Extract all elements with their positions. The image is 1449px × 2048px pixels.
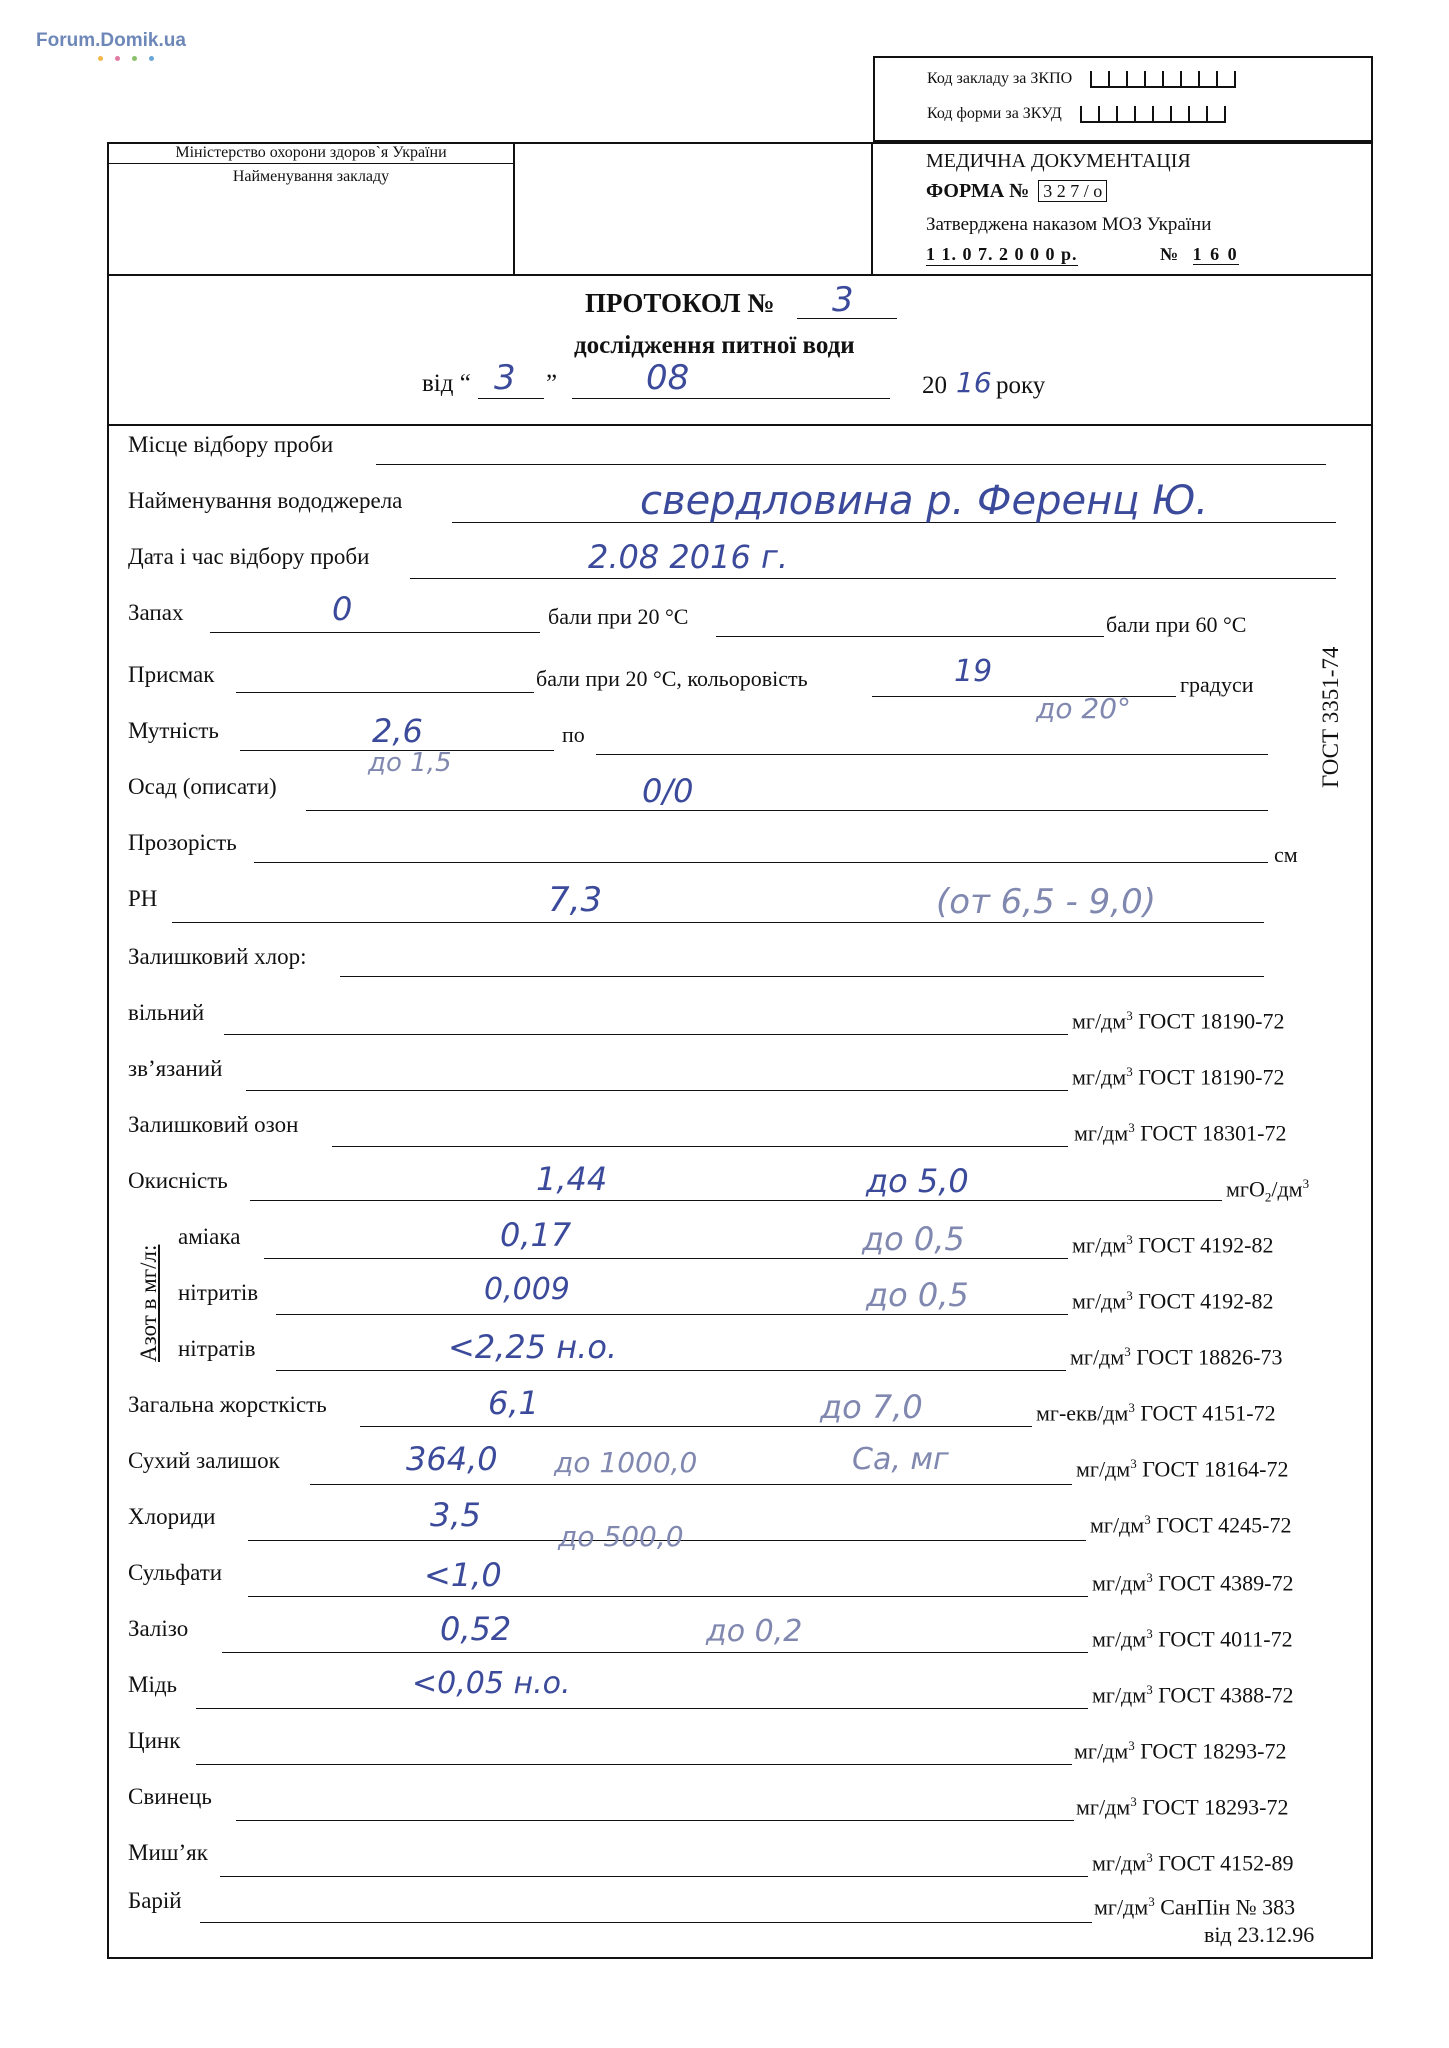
iron-label: Залізо xyxy=(128,1616,189,1641)
unit-sup: 3 xyxy=(1146,1570,1153,1585)
dry-residue-field[interactable] xyxy=(310,1484,1072,1485)
chlorides-value: 3,5 xyxy=(430,1496,481,1534)
nitrates-value: <2,25 н.о. xyxy=(448,1328,618,1366)
watermark-dot xyxy=(115,56,120,61)
datetime-field[interactable] xyxy=(410,578,1336,579)
oxidability-value: 1,44 xyxy=(536,1160,608,1198)
gost-text: ГОСТ 4388-72 xyxy=(1158,1682,1294,1708)
copper-value: <0,05 н.о. xyxy=(412,1666,571,1701)
turbidity-label: Мутність xyxy=(128,718,219,743)
unit-text: мг/дм xyxy=(1072,1064,1127,1090)
nitrites-field[interactable] xyxy=(276,1314,1068,1315)
unit-sup: 3 xyxy=(1128,1120,1135,1135)
bound-chlorine-label: зв’язаний xyxy=(128,1056,223,1081)
taste-field[interactable] xyxy=(236,692,534,693)
chlorides-label: Хлориди xyxy=(128,1504,216,1529)
header-divider xyxy=(107,274,1373,276)
unit-sub: 2 xyxy=(1264,1189,1272,1205)
unit-sup: 3 xyxy=(1126,1232,1133,1247)
gost-text: ГОСТ 18301-72 xyxy=(1140,1120,1287,1146)
unit-sup: 3 xyxy=(1126,1064,1133,1079)
sediment-field[interactable] xyxy=(306,810,1268,811)
protocol-title: ПРОТОКОЛ № xyxy=(585,288,775,318)
unit-text: мг/дм xyxy=(1092,1570,1147,1596)
order-no-label: № xyxy=(1160,244,1179,264)
copper-unit xyxy=(1092,1682,1293,1708)
unit-text: мгО xyxy=(1226,1176,1265,1202)
dry-residue-note: Са, мг xyxy=(852,1442,949,1477)
turbidity-norm: до 1,5 xyxy=(368,748,452,778)
barium-gost-date: від 23.12.96 xyxy=(1204,1922,1315,1947)
sampling-place-label: Місце відбору проби xyxy=(128,432,334,457)
header-col-divider xyxy=(871,142,873,274)
ministry-name: Міністерство охорони здоров`я України xyxy=(175,144,447,161)
gost-text: ГОСТ 4192-82 xyxy=(1138,1232,1274,1258)
unit-sup: 3 xyxy=(1124,1344,1131,1359)
transparency-unit: см xyxy=(1274,842,1298,867)
chlorides-norm: до 500,0 xyxy=(558,1520,684,1553)
unit-text: мг/дм xyxy=(1076,1794,1131,1820)
gost-text: ГОСТ 18190-72 xyxy=(1138,1008,1285,1034)
watermark-dot xyxy=(149,56,154,61)
nitrites-norm: до 0,5 xyxy=(866,1276,969,1314)
gost-text: ГОСТ 18293-72 xyxy=(1142,1794,1289,1820)
unit-sup: 3 xyxy=(1146,1682,1153,1697)
unit-text: мг-екв/дм xyxy=(1036,1400,1129,1426)
ph-value: 7,3 xyxy=(548,880,603,920)
lead-label: Свинець xyxy=(128,1784,212,1809)
year-word: року xyxy=(996,372,1046,399)
taste-label: Присмак xyxy=(128,662,215,687)
form-number: 3 2 7 / о xyxy=(1038,180,1107,202)
zkpo-cells xyxy=(1090,71,1236,88)
protocol-month: 08 xyxy=(646,358,690,398)
nitrates-label: нітратів xyxy=(178,1336,256,1361)
unit-sup: 3 xyxy=(1126,1008,1133,1023)
arsenic-label: Миш’як xyxy=(128,1840,208,1865)
nitrites-value: 0,009 xyxy=(484,1272,570,1307)
dry-residue-norm: до 1000,0 xyxy=(554,1446,698,1479)
unit-sup: 3 xyxy=(1302,1176,1310,1191)
header-col-divider xyxy=(513,142,515,274)
gost-text: ГОСТ 4151-72 xyxy=(1140,1400,1276,1426)
nitrates-field[interactable] xyxy=(276,1370,1066,1371)
taste-unit: бали при 20 °С, кольоровість xyxy=(536,666,808,691)
oxidability-norm: до 5,0 xyxy=(866,1162,969,1200)
zkud-row xyxy=(927,105,1226,123)
unit-text: мг/дм xyxy=(1074,1738,1129,1764)
unit-text: мг/дм xyxy=(1074,1120,1129,1146)
sulfates-value: <1,0 xyxy=(424,1556,502,1594)
residual-chlorine-label: Залишковий хлор: xyxy=(128,944,307,969)
arsenic-unit xyxy=(1092,1850,1293,1876)
ozone-label: Залишковий озон xyxy=(128,1112,299,1137)
unit-text: мг/дм xyxy=(1090,1512,1145,1538)
turbidity-unit: по xyxy=(562,722,585,747)
protocol-subtitle: дослідження питної води xyxy=(574,332,855,359)
gost-text: ГОСТ 4011-72 xyxy=(1158,1626,1293,1652)
date-quote: ” xyxy=(546,370,558,397)
smell-60-field[interactable] xyxy=(716,636,1104,637)
oxidability-unit xyxy=(1226,1176,1309,1206)
zinc-unit xyxy=(1074,1738,1286,1764)
institution-label: Найменування закладу xyxy=(232,168,390,185)
protocol-number: 3 xyxy=(832,280,854,320)
unit-text: мг/дм xyxy=(1072,1288,1127,1314)
residual-chlorine-field[interactable] xyxy=(340,976,1264,977)
nitrates-unit xyxy=(1070,1344,1282,1370)
gost-text: ГОСТ 4152-89 xyxy=(1158,1850,1294,1876)
gost-text: СанПін № 383 xyxy=(1160,1894,1296,1920)
watermark-dot xyxy=(98,56,103,61)
unit-text: мг/дм xyxy=(1094,1894,1149,1920)
zkud-label: Код форми за ЗКУД xyxy=(927,105,1062,122)
lead-unit xyxy=(1076,1794,1288,1820)
sediment-value: 0/0 xyxy=(642,772,694,810)
sulfates-label: Сульфати xyxy=(128,1560,223,1585)
sampling-place-field[interactable] xyxy=(376,464,1326,465)
medical-doc-title: МЕДИЧНА ДОКУМЕНТАЦІЯ xyxy=(926,150,1191,172)
iron-field[interactable] xyxy=(222,1652,1088,1653)
hardness-unit xyxy=(1036,1400,1276,1426)
smell-field[interactable] xyxy=(210,632,540,633)
nitrites-label: нітритів xyxy=(178,1280,259,1305)
copper-field[interactable] xyxy=(196,1708,1088,1709)
turbidity-method-field[interactable] xyxy=(596,754,1268,755)
zkud-cells xyxy=(1080,106,1226,123)
iron-unit xyxy=(1092,1626,1293,1652)
hardness-label: Загальна жорсткість xyxy=(128,1392,327,1417)
gost-text: ГОСТ 4192-82 xyxy=(1138,1288,1274,1314)
unit-text: мг/дм xyxy=(1092,1850,1147,1876)
color-value: 19 xyxy=(954,654,993,689)
bound-chlorine-field[interactable] xyxy=(246,1090,1068,1091)
oxidability-label: Окисність xyxy=(128,1168,228,1193)
gost-text: ГОСТ 18293-72 xyxy=(1140,1738,1287,1764)
dry-residue-unit xyxy=(1076,1456,1288,1482)
unit-sup: 3 xyxy=(1130,1794,1137,1809)
barium-field[interactable] xyxy=(200,1922,1092,1923)
color-norm: до 20° xyxy=(1036,692,1132,725)
zinc-field[interactable] xyxy=(196,1764,1072,1765)
hardness-field[interactable] xyxy=(360,1426,1032,1427)
approved-date: 1 1. 0 7. 2 0 0 0 р. xyxy=(926,244,1078,264)
ammonia-unit xyxy=(1072,1232,1273,1258)
gost-text: ГОСТ 4389-72 xyxy=(1158,1570,1294,1596)
gost-text: ГОСТ 4245-72 xyxy=(1156,1512,1292,1538)
unit-text: мг/дм xyxy=(1072,1232,1127,1258)
watermark-dots xyxy=(98,56,168,64)
dry-residue-label: Сухий залишок xyxy=(128,1448,280,1473)
zkpo-label: Код закладу за ЗКПО xyxy=(927,70,1073,87)
sediment-label: Осад (описати) xyxy=(128,774,277,799)
unit-text: мг/дм xyxy=(1072,1008,1127,1034)
ammonia-field[interactable] xyxy=(264,1258,1068,1259)
ph-field[interactable] xyxy=(172,922,1264,923)
ph-label: PH xyxy=(128,886,158,911)
form-number-row xyxy=(926,180,1107,203)
hardness-norm: до 7,0 xyxy=(820,1388,923,1426)
day-line xyxy=(478,398,544,399)
codes-box xyxy=(873,56,1373,142)
zinc-label: Цинк xyxy=(128,1728,181,1753)
unit-text: мг/дм xyxy=(1076,1456,1131,1482)
lead-field[interactable] xyxy=(236,1820,1074,1821)
year-prefix: 20 xyxy=(922,372,947,399)
free-chlorine-unit xyxy=(1072,1008,1284,1034)
ammonia-label: аміака xyxy=(178,1224,241,1249)
smell-label: Запах xyxy=(128,600,184,625)
dry-residue-value: 364,0 xyxy=(406,1440,498,1478)
unit-text: мг/дм xyxy=(1092,1626,1147,1652)
gost-text: ГОСТ 18164-72 xyxy=(1142,1456,1289,1482)
form-label: ФОРМА № xyxy=(926,180,1030,202)
free-chlorine-label: вільний xyxy=(128,1000,205,1025)
gost-text: ГОСТ 18826-73 xyxy=(1136,1344,1283,1370)
hardness-value: 6,1 xyxy=(488,1384,539,1422)
turbidity-value: 2,6 xyxy=(372,712,423,750)
color-unit: градуси xyxy=(1180,672,1254,697)
oxidability-field[interactable] xyxy=(250,1200,1222,1201)
unit-sup: 3 xyxy=(1148,1894,1155,1909)
smell-unit-20: бали при 20 °С xyxy=(548,604,689,629)
gost-side-label: ГОСТ 3351-74 xyxy=(1318,646,1343,788)
unit-sup: 3 xyxy=(1146,1626,1153,1641)
watermark-logo: Forum.Domik.ua xyxy=(36,30,186,51)
free-chlorine-field[interactable] xyxy=(224,1034,1068,1035)
watermark-dot xyxy=(132,56,137,61)
iron-norm: до 0,2 xyxy=(706,1614,803,1649)
approved-text: Затверджена наказом МОЗ України xyxy=(926,214,1212,235)
unit-sup: 3 xyxy=(1130,1456,1137,1471)
ammonia-value: 0,17 xyxy=(500,1216,572,1254)
protocol-day: 3 xyxy=(494,358,516,398)
sulfates-field[interactable] xyxy=(248,1596,1088,1597)
iron-value: 0,52 xyxy=(440,1610,512,1648)
unit-sup: 3 xyxy=(1144,1512,1151,1527)
unit-text: мг/дм xyxy=(1092,1682,1147,1708)
bound-chlorine-unit xyxy=(1072,1064,1284,1090)
year-suffix: 16 xyxy=(956,366,992,399)
gost-text: ГОСТ 18190-72 xyxy=(1138,1064,1285,1090)
azot-side-label: Азот в мг/л: xyxy=(136,1244,161,1362)
ministry-underline xyxy=(109,163,513,164)
ozone-field[interactable] xyxy=(332,1146,1068,1147)
unit-text: мг/дм xyxy=(1070,1344,1125,1370)
copper-label: Мідь xyxy=(128,1672,178,1697)
source-label: Найменування вододжерела xyxy=(128,488,403,513)
ph-norm: (от 6,5 - 9,0) xyxy=(936,882,1156,922)
datetime-label: Дата і час відбору проби xyxy=(128,544,370,569)
barium-unit xyxy=(1094,1894,1295,1920)
arsenic-field[interactable] xyxy=(220,1876,1088,1877)
unit-sup: 3 xyxy=(1128,1738,1135,1753)
transparency-label: Прозорість xyxy=(128,830,237,855)
ammonia-norm: до 0,5 xyxy=(862,1220,965,1258)
transparency-field[interactable] xyxy=(254,862,1268,863)
unit-tail: /дм xyxy=(1271,1176,1303,1202)
zkpo-row xyxy=(927,70,1236,88)
unit-sup: 3 xyxy=(1128,1400,1135,1415)
datetime-value: 2.08 2016 г. xyxy=(588,538,789,576)
smell-unit-60: бали при 60 °С xyxy=(1106,612,1247,637)
source-value: свердловина р. Ференц Ю. xyxy=(640,478,1209,524)
smell-value: 0 xyxy=(332,590,353,628)
nitrites-unit xyxy=(1072,1288,1273,1314)
sulfates-unit xyxy=(1092,1570,1293,1596)
chlorides-unit xyxy=(1090,1512,1291,1538)
date-prefix: від “ xyxy=(422,370,471,397)
order-number xyxy=(1160,244,1239,265)
protocol-divider xyxy=(107,424,1373,426)
barium-label: Барій xyxy=(128,1888,182,1913)
unit-sup: 3 xyxy=(1126,1288,1133,1303)
unit-sup: 3 xyxy=(1146,1850,1153,1865)
order-no-value: 1 6 0 xyxy=(1192,244,1239,264)
ozone-unit xyxy=(1074,1120,1286,1146)
month-line xyxy=(572,398,890,399)
